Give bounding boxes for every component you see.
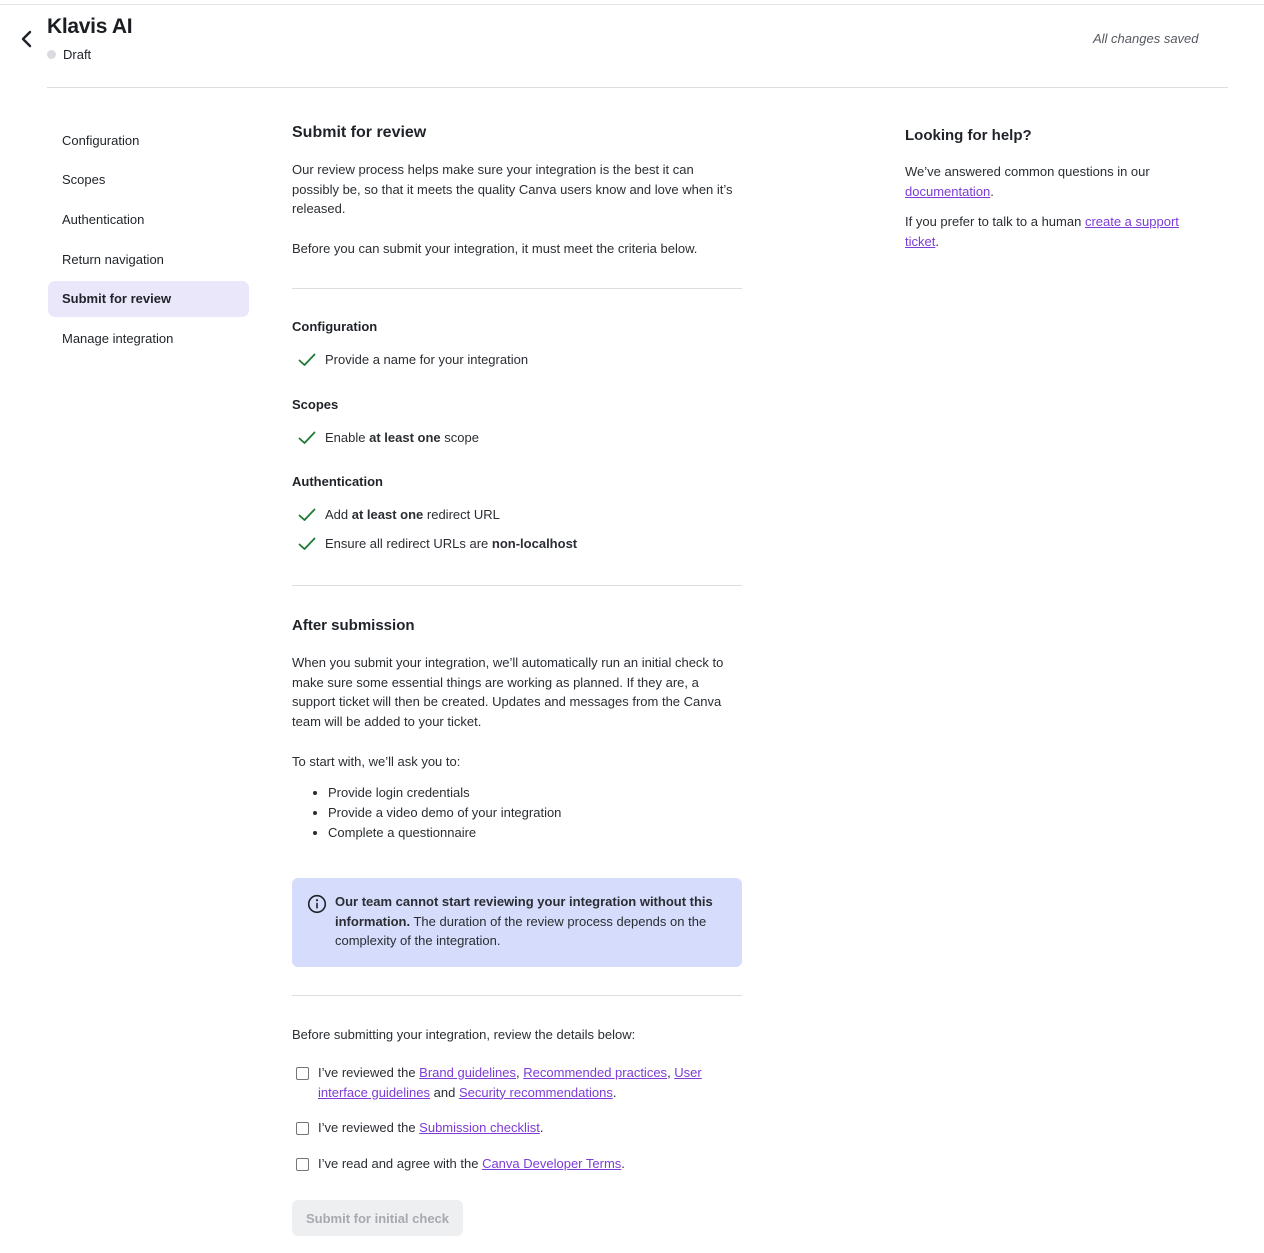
guidelines-checkbox[interactable] [296, 1067, 309, 1080]
terms-checkbox[interactable] [296, 1158, 309, 1171]
status-badge [47, 47, 91, 62]
sidebar-item-authentication[interactable]: Authentication [62, 211, 145, 227]
sidebar-item-return-navigation[interactable]: Return navigation [62, 251, 164, 267]
requirements-list [328, 783, 561, 843]
developer-terms-link[interactable]: Canva Developer Terms [482, 1156, 622, 1171]
header-divider [47, 87, 1228, 88]
security-recommendations-link[interactable]: Security recommendations [458, 1084, 613, 1100]
status-label: Draft [63, 47, 92, 62]
divider [292, 995, 742, 996]
sidebar-item-configuration[interactable]: Configuration [62, 132, 140, 148]
checkbox-label: I’ve reviewed the Brand guidelines, Recommended practices, User interface guidelines and Security recommendations. [318, 1065, 702, 1100]
back-button[interactable] [16, 28, 38, 50]
help-text: If you prefer to talk to a human create a support ticket. [905, 214, 1179, 249]
submission-checklist-link[interactable]: Submission checklist [419, 1120, 540, 1135]
help-text: We’ve answered common questions in our documentation. [905, 164, 1150, 199]
check-icon [298, 431, 316, 445]
terms-checkbox-row [296, 1154, 736, 1174]
divider [292, 585, 742, 586]
documentation-link[interactable]: documentation [905, 183, 991, 199]
criteria-intro: Before you can submit your integration, it must meet the criteria below. [292, 241, 698, 256]
checklist-checkbox-row [296, 1118, 736, 1138]
page-title: Submit for review [292, 124, 427, 141]
intro-text: Our review process helps make sure your integration is the best it can possibly be, so that it meets the quality Canva users know and love when it’s released. [292, 162, 733, 217]
save-status: All changes saved [1093, 31, 1199, 46]
criteria-item [298, 536, 577, 551]
sidebar [48, 122, 249, 360]
brand-guidelines-link[interactable]: Brand guidelines [419, 1065, 517, 1080]
support-ticket-link[interactable]: create a support ticket [905, 214, 1179, 249]
criteria-text: Ensure all redirect URLs are non-localhost [325, 536, 578, 551]
ui-guidelines-link[interactable]: User interface guidelines [318, 1065, 702, 1100]
criteria-item [298, 352, 528, 367]
help-title: Looking for help? [905, 127, 1032, 144]
authentication-section-title: Authentication [292, 474, 383, 489]
status-dot-icon [47, 50, 56, 59]
list-item: • Complete a questionnaire [328, 823, 561, 843]
list-item: • Provide login credentials [328, 783, 561, 803]
info-callout [292, 878, 742, 967]
info-text: The duration of the review process depends on the complexity of the integration. [335, 913, 707, 949]
chevron-left-icon [20, 30, 34, 48]
guidelines-checkbox-row [296, 1063, 736, 1103]
after-submission-title: After submission [292, 617, 415, 634]
configuration-section-title: Configuration [292, 319, 378, 334]
list-item: • Provide a video demo of your integration [328, 803, 561, 823]
app-title: Klavis AI [47, 15, 133, 38]
criteria-text: Provide a name for your integration [325, 352, 529, 367]
sidebar-item-submit-for-review[interactable]: Submit for review [48, 281, 249, 317]
after-submission-text: When you submit your integration, we’ll automatically run an initial check to make sure some essential things are working as planned. If they are, a support ticket will then be created. Updates and messages from the Canva team will be added to your ticket. [292, 655, 724, 729]
review-intro: Before submitting your integration, review the details below: [292, 1027, 636, 1042]
criteria-text: Enable at least one scope [325, 430, 479, 445]
recommended-practices-link[interactable]: Recommended practices [523, 1065, 668, 1080]
check-icon [298, 353, 316, 367]
sidebar-item-manage-integration[interactable]: Manage integration [62, 330, 174, 346]
criteria-item [298, 507, 500, 522]
checkbox-label: I’ve read and agree with the Canva Developer Terms. [318, 1156, 625, 1171]
divider [292, 288, 742, 289]
ask-intro: To start with, we’ll ask you to: [292, 754, 461, 769]
info-bold-text: Our team cannot start reviewing your integration without this information. [335, 894, 713, 929]
submit-button[interactable]: Submit for initial check [292, 1200, 463, 1236]
scopes-section-title: Scopes [292, 397, 339, 412]
check-icon [298, 508, 316, 522]
criteria-item [298, 430, 479, 445]
checklist-checkbox[interactable] [296, 1122, 309, 1135]
check-icon [298, 537, 316, 551]
sidebar-item-scopes[interactable]: Scopes [62, 172, 106, 188]
criteria-text: Add at least one redirect URL [325, 507, 500, 522]
checkbox-label: I’ve reviewed the Submission checklist. [318, 1120, 544, 1135]
info-icon [307, 894, 327, 914]
top-border [0, 4, 1264, 5]
